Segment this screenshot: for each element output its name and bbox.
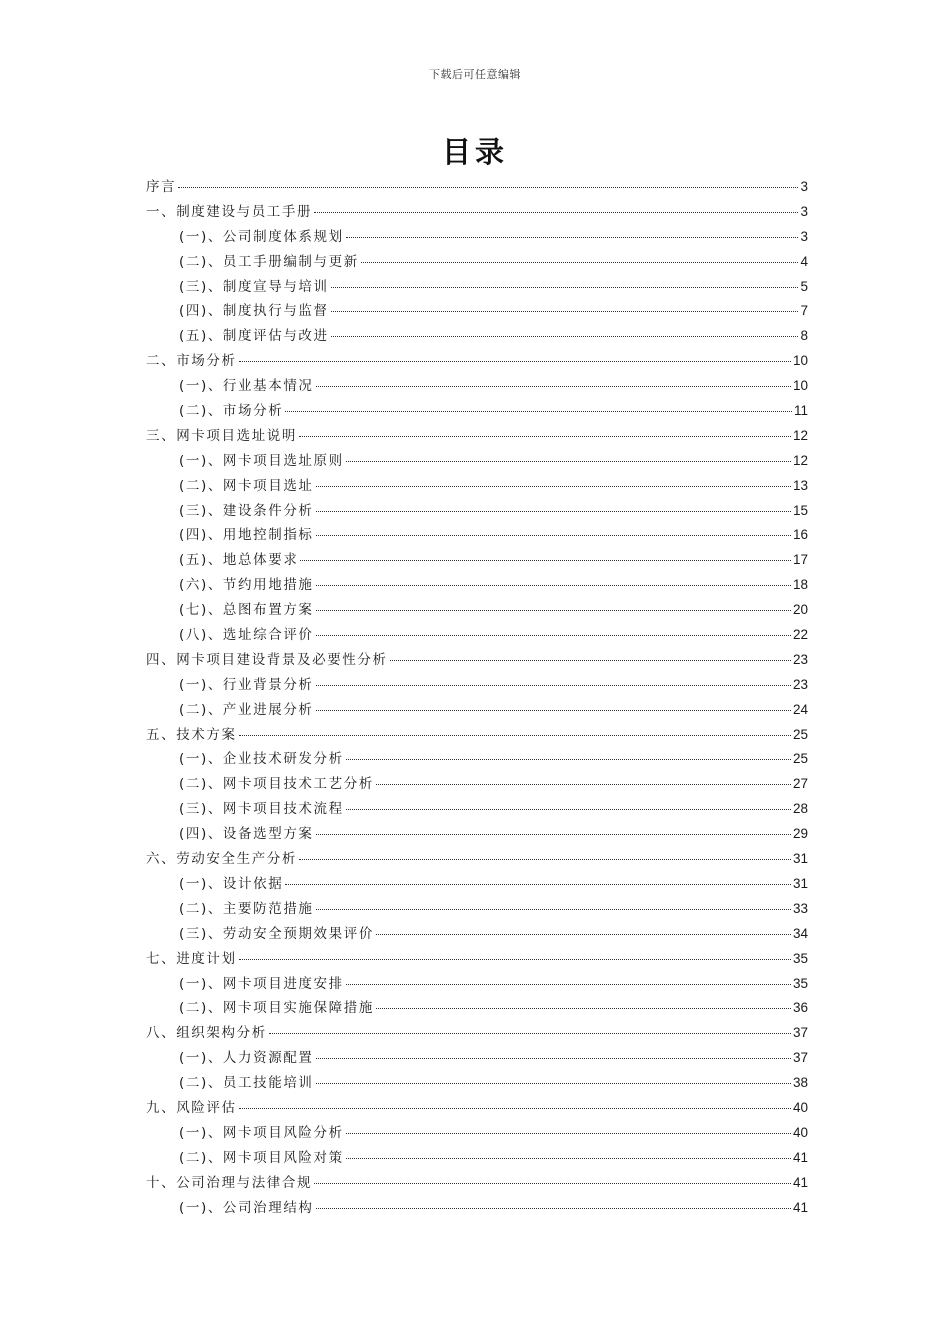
toc-section-entry[interactable] — [146, 872, 808, 897]
toc-dot-leader — [316, 1058, 791, 1059]
toc-page-number: 41 — [792, 1199, 808, 1215]
toc-page-number: 7 — [800, 303, 808, 319]
toc-entry-text: 二、市场分析 — [146, 353, 237, 370]
toc-chapter-entry[interactable] — [146, 349, 808, 374]
toc-page-number: 34 — [792, 925, 808, 941]
toc-dot-leader — [239, 735, 791, 736]
toc-dot-leader — [239, 959, 791, 960]
toc-page-number: 35 — [792, 950, 808, 966]
toc-page-number: 15 — [792, 502, 808, 518]
toc-section-entry[interactable] — [146, 225, 808, 250]
toc-entry-text: 序言 — [146, 179, 177, 195]
toc-dot-leader — [331, 287, 799, 288]
toc-entry-text: (三)、建设条件分析 — [179, 502, 314, 519]
toc-entry-text: (一)、人力资源配置 — [179, 1050, 314, 1067]
toc-chapter-entry[interactable] — [146, 648, 808, 673]
toc-dot-leader — [376, 784, 791, 785]
toc-entry-text: (一)、行业背景分析 — [179, 676, 314, 693]
toc-entry-text: (五)、制度评估与改进 — [179, 328, 329, 345]
toc-chapter-entry[interactable] — [146, 723, 808, 748]
toc-dot-leader — [314, 1183, 791, 1184]
toc-dot-leader — [316, 1083, 791, 1084]
toc-dot-leader — [346, 759, 791, 760]
toc-dot-leader — [346, 237, 799, 238]
toc-page-number: 35 — [792, 975, 808, 991]
toc-section-entry[interactable] — [146, 573, 808, 598]
toc-page-number: 12 — [792, 452, 808, 468]
toc-page-number: 18 — [792, 577, 808, 593]
toc-dot-leader — [361, 262, 799, 263]
toc-entry-text: (一)、设计依据 — [179, 875, 284, 892]
toc-chapter-entry[interactable] — [146, 847, 808, 872]
toc-page-number: 11 — [793, 403, 808, 419]
toc-section-entry[interactable] — [146, 598, 808, 623]
toc-page-number: 3 — [800, 179, 808, 194]
toc-page-number: 38 — [792, 1075, 808, 1091]
toc-dot-leader — [390, 660, 791, 661]
toc-page-number: 25 — [792, 726, 808, 742]
toc-section-entry[interactable] — [146, 399, 808, 424]
toc-dot-leader — [316, 386, 791, 387]
toc-dot-leader — [316, 710, 791, 711]
toc-entry-text: (四)、制度执行与监督 — [179, 303, 329, 320]
toc-chapter-entry[interactable] — [146, 1096, 808, 1121]
toc-section-entry[interactable] — [146, 897, 808, 922]
toc-entry-text: 五、技术方案 — [146, 726, 237, 743]
toc-dot-leader — [316, 610, 791, 611]
toc-section-entry[interactable] — [146, 1046, 808, 1071]
toc-dot-leader — [300, 560, 791, 561]
toc-entry-text: 十、公司治理与法律合规 — [146, 1174, 313, 1191]
toc-page-number: 20 — [792, 602, 808, 618]
toc-dot-leader — [316, 834, 791, 835]
toc-chapter-entry[interactable] — [146, 947, 808, 972]
toc-section-entry[interactable] — [146, 972, 808, 997]
toc-entry-text: (二)、网卡项目实施保障措施 — [179, 1000, 374, 1017]
toc-dot-leader — [316, 909, 791, 910]
toc-dot-leader — [316, 511, 791, 512]
toc-dot-leader — [376, 1008, 791, 1009]
toc-page-number: 12 — [792, 427, 808, 443]
toc-dot-leader — [239, 1108, 791, 1109]
toc-page-number: 3 — [800, 228, 808, 244]
toc-dot-leader — [316, 685, 791, 686]
toc-section-entry[interactable] — [146, 1146, 808, 1171]
toc-entry-text: (四)、用地控制指标 — [179, 527, 314, 544]
toc-chapter-entry[interactable] — [146, 424, 808, 449]
toc-entry-text: (二)、市场分析 — [179, 403, 284, 420]
toc-entry-text: (二)、网卡项目风险对策 — [179, 1149, 344, 1166]
toc-page-number: 36 — [792, 1000, 808, 1016]
toc-entry-text: 一、制度建设与员工手册 — [146, 203, 313, 220]
toc-entry-text: (二)、网卡项目技术工艺分析 — [179, 776, 374, 793]
toc-page-number: 37 — [792, 1050, 808, 1066]
toc-dot-leader — [299, 436, 791, 437]
toc-page-number: 23 — [792, 651, 808, 667]
toc-dot-leader — [346, 809, 791, 810]
toc-entry-text: (一)、行业基本情况 — [179, 378, 314, 395]
toc-dot-leader — [316, 585, 791, 586]
toc-section-entry[interactable] — [146, 922, 808, 947]
toc-entry-text: (一)、网卡项目选址原则 — [179, 452, 344, 469]
toc-dot-leader — [316, 535, 791, 536]
toc-page-number: 31 — [792, 851, 808, 867]
toc-dot-leader — [346, 1133, 791, 1134]
toc-chapter-entry[interactable] — [146, 200, 808, 225]
toc-page-number: 24 — [792, 701, 808, 717]
toc-page-number: 40 — [792, 1099, 808, 1115]
toc-entry-text: 六、劳动安全生产分析 — [146, 851, 297, 868]
toc-entry-text: (三)、制度宣导与培训 — [179, 278, 329, 295]
toc-section-entry[interactable] — [146, 996, 808, 1021]
toc-page-number: 10 — [792, 353, 808, 369]
toc-dot-leader — [331, 311, 799, 312]
toc-section-entry[interactable] — [146, 374, 808, 399]
toc-page-number: 33 — [792, 900, 808, 916]
toc-section-entry[interactable] — [146, 1196, 808, 1221]
toc-page-number: 41 — [792, 1149, 808, 1165]
toc-chapter-entry[interactable] — [146, 175, 808, 200]
toc-dot-leader — [316, 635, 791, 636]
toc-page-number: 8 — [800, 328, 808, 344]
toc-page-number: 16 — [792, 527, 808, 543]
toc-dot-leader — [299, 859, 791, 860]
toc-dot-leader — [346, 984, 791, 985]
toc-section-entry[interactable] — [146, 673, 808, 698]
toc-section-entry[interactable] — [146, 499, 808, 524]
toc-section-entry[interactable] — [146, 1121, 808, 1146]
toc-page-number: 29 — [792, 826, 808, 842]
toc-page-number: 41 — [792, 1174, 808, 1190]
toc-page-number: 37 — [792, 1025, 808, 1041]
toc-section-entry[interactable] — [146, 623, 808, 648]
toc-chapter-entry[interactable] — [146, 1171, 808, 1196]
toc-entry-text: 三、网卡项目选址说明 — [146, 427, 297, 444]
toc-section-entry[interactable] — [146, 449, 808, 474]
toc-page-number: 23 — [792, 676, 808, 692]
toc-entry-text: (五)、地总体要求 — [179, 552, 299, 569]
toc-page-number: 27 — [792, 776, 808, 792]
toc-entry-text: (八)、选址综合评价 — [179, 627, 314, 644]
toc-entry-text: (一)、企业技术研发分析 — [179, 751, 344, 768]
toc-dot-leader — [331, 336, 799, 337]
toc-section-entry[interactable] — [146, 747, 808, 772]
toc-page-number: 10 — [792, 378, 808, 394]
toc-entry-text: (三)、网卡项目技术流程 — [179, 801, 344, 818]
toc-entry-text: (四)、设备选型方案 — [179, 826, 314, 843]
toc-entry-text: 八、组织架构分析 — [146, 1025, 267, 1042]
toc-dot-leader — [314, 212, 798, 213]
toc-section-entry[interactable] — [146, 797, 808, 822]
toc-dot-leader — [346, 461, 791, 462]
toc-dot-leader — [376, 934, 791, 935]
toc-page-number: 4 — [800, 253, 808, 269]
toc-entry-text: (三)、劳动安全预期效果评价 — [179, 925, 374, 942]
toc-section-entry[interactable] — [146, 523, 808, 548]
toc-title: 目录 — [441, 135, 508, 169]
toc-entry-text: (一)、公司治理结构 — [179, 1199, 314, 1216]
toc-section-entry[interactable] — [146, 474, 808, 499]
toc-dot-leader — [285, 411, 792, 412]
toc-page-number: 3 — [800, 203, 808, 219]
toc-section-entry[interactable] — [146, 250, 808, 275]
toc-page-number: 17 — [792, 552, 808, 568]
toc-entry-text: (一)、公司制度体系规划 — [179, 228, 344, 245]
toc-page-number: 40 — [792, 1124, 808, 1140]
toc-page-number: 13 — [792, 477, 808, 493]
toc-entry-text: 九、风险评估 — [146, 1099, 237, 1116]
toc-entry-text: (二)、员工手册编制与更新 — [179, 253, 359, 270]
toc-section-entry[interactable] — [146, 772, 808, 797]
table-of-contents — [146, 175, 808, 1220]
toc-dot-leader — [316, 1208, 791, 1209]
toc-entry-text: (一)、网卡项目风险分析 — [179, 1124, 344, 1141]
toc-entry-text: (二)、员工技能培训 — [179, 1075, 314, 1092]
toc-section-entry[interactable] — [146, 822, 808, 847]
toc-section-entry[interactable] — [146, 275, 808, 300]
toc-entry-text: 七、进度计划 — [146, 950, 237, 967]
page-header-note: 下载后可任意编辑 — [429, 68, 521, 81]
toc-dot-leader — [316, 486, 791, 487]
toc-dot-leader — [178, 187, 798, 188]
toc-page-number: 28 — [792, 801, 808, 817]
toc-entry-text: (七)、总图布置方案 — [179, 602, 314, 619]
toc-dot-leader — [239, 361, 791, 362]
toc-page-number: 25 — [792, 751, 808, 767]
toc-entry-text: (二)、主要防范措施 — [179, 900, 314, 917]
toc-section-entry[interactable] — [146, 299, 808, 324]
toc-section-entry[interactable] — [146, 698, 808, 723]
toc-entry-text: (六)、节约用地措施 — [179, 577, 314, 594]
toc-section-entry[interactable] — [146, 324, 808, 349]
toc-dot-leader — [269, 1033, 791, 1034]
toc-page-number: 31 — [792, 875, 808, 891]
toc-page-number: 5 — [800, 278, 808, 294]
toc-section-entry[interactable] — [146, 548, 808, 573]
toc-dot-leader — [346, 1158, 791, 1159]
toc-entry-text: (二)、产业进展分析 — [179, 701, 314, 718]
toc-entry-text: (二)、网卡项目选址 — [179, 477, 314, 494]
toc-page-number: 22 — [792, 627, 808, 643]
toc-dot-leader — [285, 884, 791, 885]
toc-chapter-entry[interactable] — [146, 1021, 808, 1046]
toc-entry-text: (一)、网卡项目进度安排 — [179, 975, 344, 992]
toc-entry-text: 四、网卡项目建设背景及必要性分析 — [146, 651, 388, 668]
toc-section-entry[interactable] — [146, 1071, 808, 1096]
